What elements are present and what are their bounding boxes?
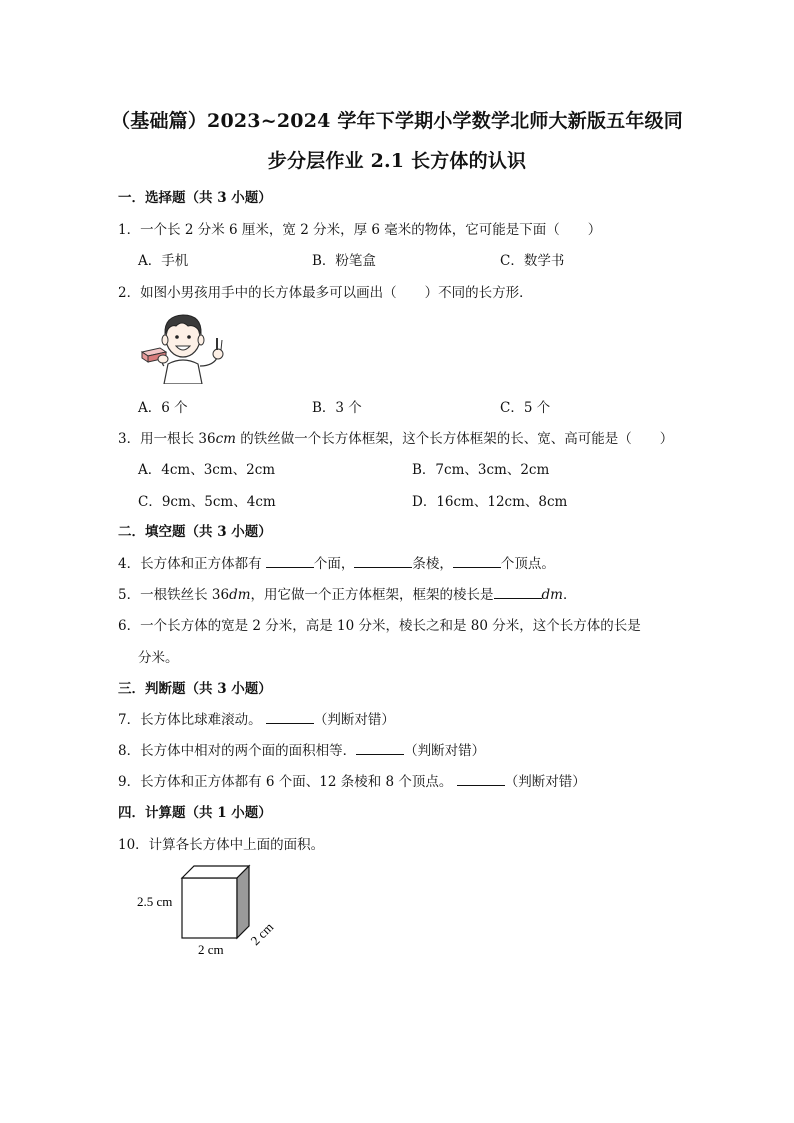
q1-option-a[interactable]: A．手机 <box>138 253 189 269</box>
page-title-line2: 步分层作业 2.1 长方体的认识 <box>267 150 527 172</box>
question-3 <box>118 427 673 447</box>
cuboid-front-face <box>182 878 237 938</box>
q3-option-b[interactable]: B．7cm、3cm、2cm <box>412 462 550 478</box>
label-width: 2 cm <box>198 942 224 957</box>
question-9 <box>118 770 586 790</box>
question-3-unit: cm <box>215 431 236 447</box>
question-3-text-a: 3．用一根长 36 <box>118 431 216 447</box>
section-heading-calc: 四．计算题（共 1 小题） <box>118 805 272 821</box>
question-9-text: 9．长方体和正方体都有 6 个面、12 条棱和 8 个顶点。 <box>118 774 453 790</box>
section-heading-choice: 一．选择题（共 3 小题） <box>118 190 272 206</box>
q2-option-b[interactable]: B．3 个 <box>312 400 362 416</box>
section-heading-fill: 二．填空题（共 3 小题） <box>118 524 272 540</box>
q1-option-c[interactable]: C．数学书 <box>500 253 565 269</box>
question-6-line2: 分米。 <box>138 650 179 666</box>
question-5 <box>118 583 576 603</box>
label-height: 2.5 cm <box>137 894 173 909</box>
question-5-unit-2: dm <box>541 587 563 603</box>
answer-blank[interactable] <box>266 709 314 724</box>
q3-option-d[interactable]: D．16cm、12cm、8cm <box>412 494 568 510</box>
question-7-text: 7．长方体比球难滚动。 <box>118 712 262 728</box>
question-3-close: ） <box>659 431 674 447</box>
label-depth: 2 cm <box>247 919 277 949</box>
question-2 <box>118 281 533 301</box>
cuboid-diagram <box>130 860 290 964</box>
question-1 <box>118 218 601 238</box>
section-heading-judge: 三．判断题（共 3 小题） <box>118 681 272 697</box>
question-2-after: ）不同的长方形． <box>424 285 533 301</box>
q3-option-a[interactable]: A．4cm、3cm、2cm <box>138 462 276 478</box>
page-title-line1: （基础篇）2023~2024 学年下学期小学数学北师大新版五年级同 <box>111 110 683 132</box>
q3-option-c[interactable]: C．9cm、5cm、4cm <box>138 494 276 510</box>
question-4-text-d: 个顶点。 <box>500 556 555 572</box>
q2-option-c[interactable]: C．5 个 <box>500 400 551 416</box>
question-2-text: 2．如图小男孩用手中的长方体最多可以画出（ <box>118 285 397 301</box>
question-10: 10．计算各长方体中上面的面积。 <box>118 837 325 853</box>
answer-blank[interactable] <box>494 584 542 599</box>
question-4-text-c: 条棱， <box>412 556 453 572</box>
question-7-tail: （判断对错） <box>313 712 395 728</box>
question-5-unit: dm <box>229 587 251 603</box>
question-5-text-b: ，用它做一个正方体框架，框架的棱长是 <box>250 587 494 603</box>
question-6-line1: 6．一个长方体的宽是 2 分米，高是 10 分米，棱长之和是 80 分米，这个长方体的长是 <box>118 618 641 634</box>
question-4-text-a: 4．长方体和正方体都有 <box>118 556 262 572</box>
question-5-text-a: 5．一根铁丝长 36 <box>118 587 230 603</box>
q2-option-a[interactable]: A．6 个 <box>138 400 188 416</box>
question-8-tail: （判断对错） <box>404 743 486 759</box>
question-4 <box>118 552 555 572</box>
question-8-text: 8．长方体中相对的两个面的面积相等． <box>118 743 357 759</box>
cuboid-side-face <box>237 866 249 938</box>
question-9-tail: （判断对错） <box>504 774 586 790</box>
question-7 <box>118 708 395 728</box>
boy-holding-box-illustration <box>138 304 230 384</box>
question-1-text: 1．一个长 2 分米 6 厘米，宽 2 分米，厚 6 毫米的物体，它可能是下面（ <box>118 222 560 238</box>
answer-blank[interactable] <box>457 771 505 786</box>
question-5-text-d: ． <box>562 587 577 603</box>
answer-blank[interactable] <box>266 553 314 568</box>
question-1-close: ） <box>587 222 602 238</box>
question-3-text-b: 的铁丝做一个长方体框架，这个长方体框架的长、宽、高可能是（ <box>235 431 632 447</box>
answer-blank[interactable] <box>356 740 404 755</box>
question-4-text-b: 个面， <box>313 556 355 572</box>
q1-option-b[interactable]: B．粉笔盒 <box>312 253 376 269</box>
answer-blank[interactable] <box>354 553 412 568</box>
question-8 <box>118 739 485 759</box>
answer-blank[interactable] <box>453 553 501 568</box>
